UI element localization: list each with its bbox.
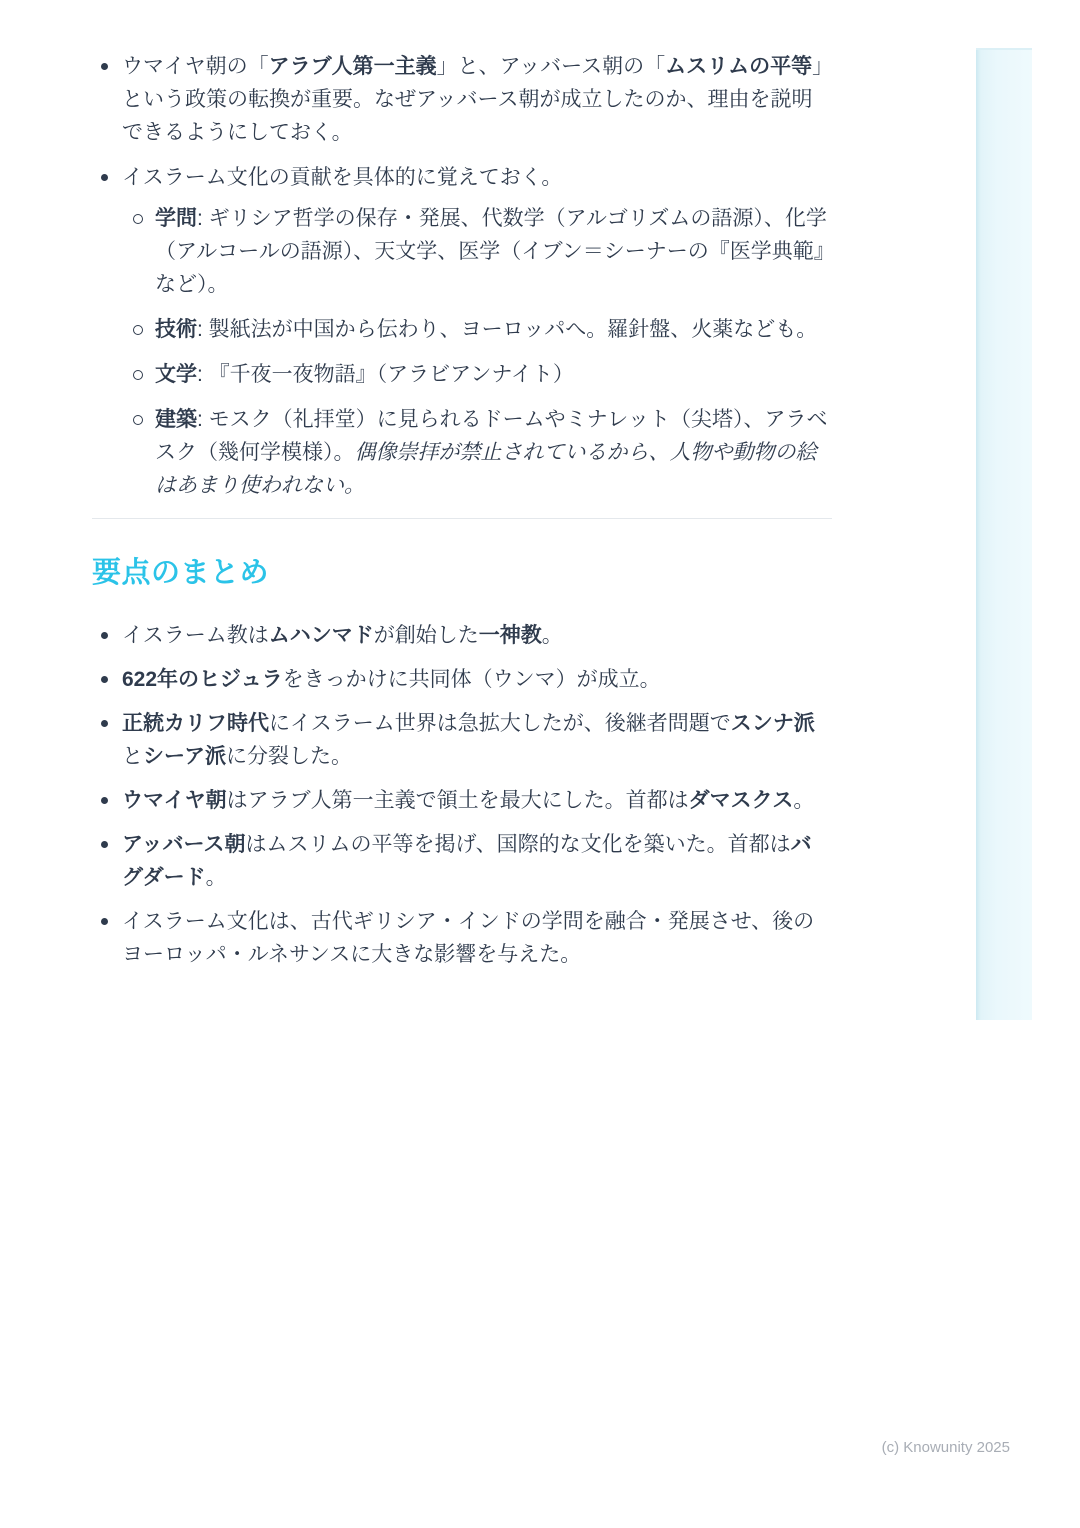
text-segment: シーア派 [143, 745, 226, 768]
list-item-text [122, 784, 832, 817]
list-item-text [122, 663, 832, 696]
text-segment: をきっかけに共同体（ウンマ）が成立。 [282, 668, 661, 691]
bullet-disc-icon [92, 619, 122, 652]
bullet-circle-icon [122, 202, 155, 301]
text-segment: 」と、アッバース朝の「 [436, 55, 666, 78]
summary-list [92, 619, 832, 971]
text-segment: 。 [541, 624, 563, 647]
bullet-disc-icon [92, 161, 122, 502]
text-segment: イスラーム文化の貢献を具体的に覚えておく。 [122, 166, 563, 189]
bullet-disc-icon [92, 828, 122, 894]
bullet-circle-icon [122, 403, 155, 502]
copyright-footer: (c) Knowunity 2025 [881, 1439, 1010, 1456]
list-item [122, 202, 832, 301]
text-segment: に分裂した。 [225, 745, 352, 768]
list-item [122, 403, 832, 502]
text-segment: アッバース朝 [122, 833, 246, 856]
text-segment: 。 [205, 866, 227, 889]
list-item [92, 50, 832, 149]
list-item-text [122, 707, 832, 773]
text-segment: : ギリシア哲学の保存・発展、代数学（アルゴリズムの語源）、化学（アルコールの語源）、天文学、医学（イブン＝シーナーの『医学典範』など）。 [155, 207, 827, 296]
text-segment: にイスラーム世界は急拡大したが、後継者問題で [269, 712, 731, 735]
list-item [122, 313, 832, 346]
text-segment: はアラブ人第一主義で領土を最大にした。首都は [226, 789, 689, 812]
text-segment: : 『千夜一夜物語』（アラビアンナイト） [197, 363, 574, 386]
list-item-text [155, 358, 832, 391]
text-segment: 一神教 [478, 624, 542, 647]
list-item [92, 707, 832, 773]
text-segment: ウマイヤ朝 [122, 789, 227, 812]
bullet-circle-icon [122, 358, 155, 391]
text-segment: スンナ派 [730, 712, 815, 735]
text-segment: ウマイヤ朝の「 [122, 55, 269, 78]
text-segment: と [122, 745, 143, 768]
sub-list [122, 202, 832, 502]
bullet-disc-icon [92, 905, 122, 971]
section-divider [92, 518, 832, 519]
text-segment: 」という政策の転換が重要。なぜアッバース朝が成立したのか、理由を説明できるようにしておく。 [122, 55, 823, 144]
bullet-disc-icon [92, 784, 122, 817]
text-segment: アラブ人第一主義 [268, 55, 437, 78]
text-segment: 。 [793, 789, 815, 812]
bullet-disc-icon [92, 663, 122, 696]
list-item-text [155, 313, 832, 346]
page-edge-highlight-strip [976, 48, 1032, 1020]
text-segment: が創始した [373, 624, 479, 647]
list-item-text [122, 161, 832, 502]
list-item [92, 905, 832, 971]
text-segment: 建築 [155, 408, 197, 431]
text-segment: 622年のヒジュラ [122, 668, 283, 691]
text-segment: 技術 [155, 318, 197, 341]
text-segment: ムハンマド [268, 624, 374, 647]
text-segment: イスラーム文化は、古代ギリシア・インドの学問を融合・発展させ、後のヨーロッパ・ルネサンスに大きな影響を与えた。 [122, 910, 815, 966]
list-item-text [155, 202, 832, 301]
text-segment: 学問 [155, 207, 197, 230]
content-area [92, 50, 832, 982]
bullet-disc-icon [92, 707, 122, 773]
list-item-text [122, 828, 832, 894]
list-item-text [122, 50, 832, 149]
list-item [92, 663, 832, 696]
list-item-text [155, 403, 832, 502]
text-segment: はムスリムの平等を掲げ、国際的な文化を築いた。首都は [245, 833, 791, 856]
summary-heading: 要点のまとめ [92, 557, 270, 589]
text-segment: : モスク（礼拝堂）に見られるドームやミナレット（尖塔）、アラベスク（幾何学模様）。 [155, 408, 828, 464]
study-notes-list [92, 50, 832, 502]
text-segment: 偶像崇拝が禁止されているから、人物や動物の絵はあまり使われない。 [155, 441, 817, 497]
text-segment: 正統カリフ時代 [122, 712, 269, 735]
text-segment: ダマスクス [688, 789, 794, 812]
text-segment: : 製紙法が中国から伝わり、ヨーロッパへ。羅針盤、火薬なども。 [197, 318, 818, 341]
text-segment: ムスリムの平等 [665, 55, 813, 78]
text-segment: 文学 [155, 363, 197, 386]
list-item [92, 828, 832, 894]
list-item [92, 784, 832, 817]
list-item [92, 619, 832, 652]
list-item-text [122, 619, 832, 652]
list-item [92, 161, 832, 502]
bullet-disc-icon [92, 50, 122, 149]
list-item [122, 358, 832, 391]
bullet-circle-icon [122, 313, 155, 346]
text-segment: バグダード [122, 833, 812, 889]
list-item-text [122, 905, 832, 971]
text-segment: イスラーム教は [122, 624, 269, 647]
